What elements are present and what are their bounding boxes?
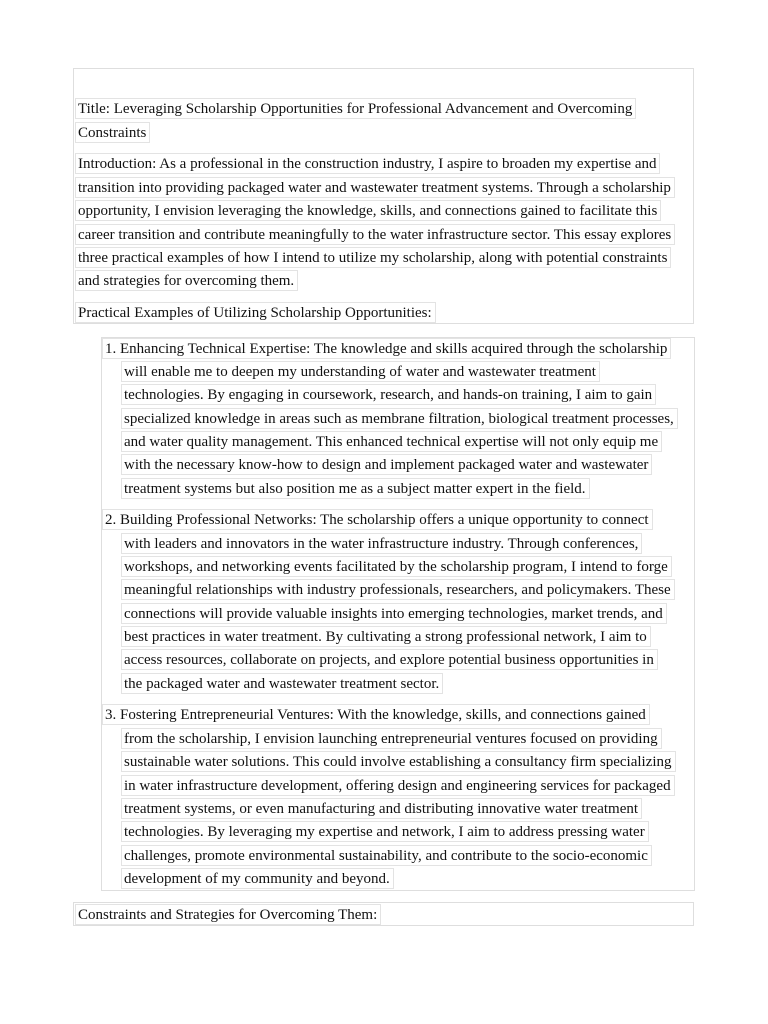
- list-item-line: access resources, collaborate on projects, and explore potential business opportunities in: [121, 649, 658, 670]
- list-item-line: best practices in water treatment. By cultivating a strong professional network, I aim to: [121, 626, 651, 647]
- section-heading: Practical Examples of Utilizing Scholarship Opportunities:: [75, 302, 436, 323]
- list-item-line: the packaged water and wastewater treatment sector.: [121, 673, 443, 694]
- list-item-line: will enable me to deepen my understanding of water and wastewater treatment: [121, 361, 600, 382]
- list-item: 1. Enhancing Technical Expertise: The knowledge and skills acquired through the scholarship: [102, 338, 671, 359]
- list-item-line: sustainable water solutions. This could involve establishing a consultancy firm specializing: [121, 751, 676, 772]
- list-item-line: treatment systems, or even manufacturing and distributing innovative water treatment: [121, 798, 642, 819]
- list-item-line: connections will provide valuable insights into emerging technologies, market trends, and: [121, 603, 667, 624]
- list-item-line: and water quality management. This enhanced technical expertise will not only equip me: [121, 431, 662, 452]
- intro-line: three practical examples of how I intend to utilize my scholarship, along with potential constraints: [75, 247, 671, 268]
- list-item-line: with leaders and innovators in the water infrastructure industry. Through conferences,: [121, 533, 642, 554]
- list-item-line: specialized knowledge in areas such as membrane filtration, biological treatment processes,: [121, 408, 678, 429]
- intro-line: transition into providing packaged water and wastewater treatment systems. Through a scholarship: [75, 177, 675, 198]
- list-item-line: meaningful relationships with industry professionals, researchers, and policymakers. These: [121, 579, 675, 600]
- document-title: Title: Leveraging Scholarship Opportunities for Professional Advancement and Overcoming: [75, 98, 636, 119]
- list-item: 3. Fostering Entrepreneurial Ventures: With the knowledge, skills, and connections gained: [102, 704, 650, 725]
- list-item-line: in water infrastructure development, offering design and engineering services for packaged: [121, 775, 675, 796]
- list-item-line: technologies. By engaging in coursework, research, and hands-on training, I aim to gain: [121, 384, 656, 405]
- list-item-line: treatment systems but also position me as a subject matter expert in the field.: [121, 478, 590, 499]
- list-item-line: challenges, promote environmental sustainability, and contribute to the socio-economic: [121, 845, 652, 866]
- list-item-line: workshops, and networking events facilitated by the scholarship program, I intend to forge: [121, 556, 672, 577]
- intro-line: opportunity, I envision leveraging the knowledge, skills, and connections gained to facilitate this: [75, 200, 661, 221]
- list-item-line: development of my community and beyond.: [121, 868, 394, 889]
- intro-line: Introduction: As a professional in the construction industry, I aspire to broaden my expertise and: [75, 153, 660, 174]
- intro-line: and strategies for overcoming them.: [75, 270, 298, 291]
- list-item-line: with the necessary know-how to design and implement packaged water and wastewater: [121, 454, 652, 475]
- list-item-line: from the scholarship, I envision launching entrepreneurial ventures focused on providing: [121, 728, 662, 749]
- section-heading: Constraints and Strategies for Overcoming Them:: [75, 904, 381, 925]
- list-item: 2. Building Professional Networks: The scholarship offers a unique opportunity to connect: [102, 509, 653, 530]
- list-item-line: technologies. By leveraging my expertise and network, I aim to address pressing water: [121, 821, 649, 842]
- intro-line: career transition and contribute meaningfully to the water infrastructure sector. This essay explores: [75, 224, 675, 245]
- document-title: Constraints: [75, 122, 150, 143]
